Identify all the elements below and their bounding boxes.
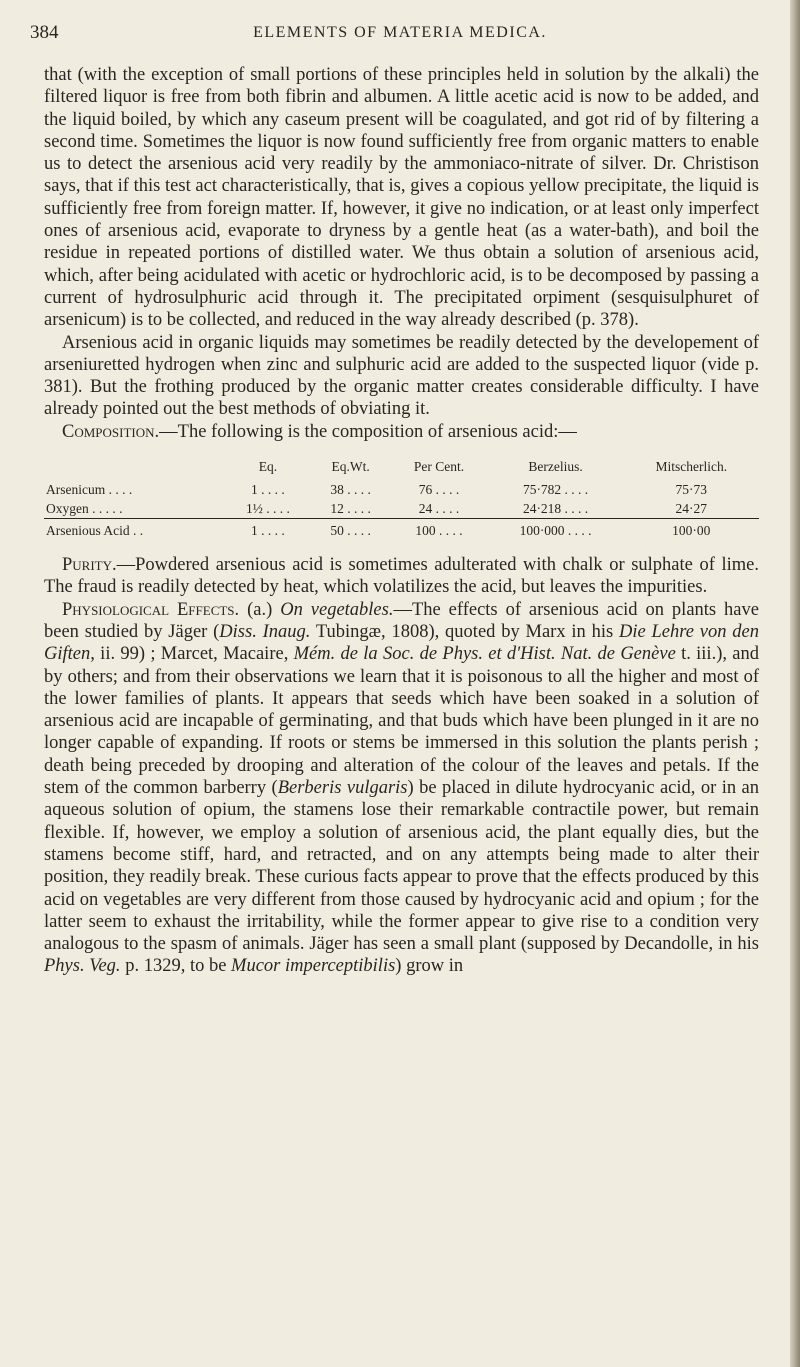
table-cell: 38 . . . . [330, 482, 371, 498]
italic-run: On vegetables. [280, 599, 394, 620]
table-cell: 50 . . . . [330, 523, 371, 539]
italic-run: Phys. Veg. [44, 956, 121, 977]
paragraph-physiological-effects [44, 599, 759, 978]
table-header-cell: Eq.Wt. [331, 459, 370, 475]
table-cell: 75·782 . . . . [522, 482, 589, 498]
composition-text: —The following is the composition of arsenious acid:— [159, 421, 577, 442]
text-run: ii. 99) ; Marcet, Macaire, [94, 644, 294, 665]
table-header-cell: Per Cent. [413, 459, 465, 475]
paragraph-arseniuretted-hydrogen: Arsenious acid in organic liquids may sometimes be readily detected by the developement of arseniuretted hydrogen when zinc and sulphuric acid are added to the suspected liquor (vide p. 381). But the frothing produced by the organic matter creates considerable difficulty. I have already pointed out the best methods of obviating it. [44, 332, 759, 420]
text-run: —The effects of arsenious acid on plants have been studied by Jäger ( [44, 599, 759, 642]
composition-table [44, 457, 759, 540]
table-header-cell: Eq. [258, 459, 278, 475]
table-cell: 12 . . . . [311, 499, 391, 519]
page-number: 384 [30, 22, 59, 43]
table-cell: 75·73 [675, 482, 708, 498]
table-cell: 24·27 [624, 499, 759, 519]
physiological-heading: Physiological Effects. [62, 599, 240, 620]
italic-run: Mucor imperceptibilis [231, 956, 396, 977]
table-header-cell [44, 457, 225, 480]
table-cell: 24 . . . . [390, 499, 487, 519]
table-row [44, 480, 759, 499]
composition-heading: Composition. [62, 421, 160, 442]
text-run: (a.) [239, 599, 281, 620]
table-cell: 100 . . . . [415, 523, 463, 539]
text-run: Tubingæ, 1808), quoted by Marx in his [310, 621, 619, 642]
table-cell: 1 . . . . [251, 523, 285, 539]
text-run: p. 1329, to be [120, 956, 232, 977]
paragraph-composition [44, 421, 759, 443]
table-header-row [44, 457, 759, 480]
table-cell: Arsenicum . . . . [46, 482, 133, 498]
table-cell: 24·218 . . . . [488, 499, 624, 519]
paragraph-purity [44, 554, 759, 599]
italic-run: Berberis vulgaris [277, 778, 408, 799]
table-row [44, 499, 759, 519]
page-header [30, 22, 770, 52]
table-cell: Arsenious Acid . . [46, 523, 144, 539]
text-run: t. iii.), and by others; and from their observations we learn that it is poisonous to all the higher and most of the lower families of plants. It appears that seeds which have been soaked in a solution of arsenious acid are incapable of germinating, and that buds which have been plunged in it are no longer capable of expanding. If roots or stems be immersed in this solution the plants perish ; death being preceded by drooping and alteration of the colour of the leaves and petals. If the stem of the common barberry ( [44, 644, 759, 799]
text-run: ) be placed in dilute hydrocyanic acid, or in an aqueous solution of opium, the stamens lose their remarkable contractile power, but remain flexible. If, however, we employ a solution of arsenious acid, the plant equally dies, but the stamens become stiff, hard, and retracted, and on any attempts being made to alter their position, they readily break. These curious facts appear to prove that the effects produced by this acid on vegetables are very different from those caused by hydrocyanic acid and opium ; for the latter seem to exhaust the irritability, while the former appear to give rise to a condition very analogous to the spasm of animals. Jäger has seen a small plant (supposed by Decandolle, in his [44, 778, 759, 955]
text-run: ) grow in [395, 956, 464, 977]
italic-run: Mém. de la Soc. de Phys. et d'Hist. Nat. de Genève [293, 644, 676, 665]
body-text [44, 64, 759, 978]
table-cell: 1 . . . . [251, 482, 285, 498]
table-cell: 76 . . . . [418, 482, 460, 498]
table-row [44, 519, 759, 541]
table-cell: Oxygen . . . . . [44, 499, 225, 519]
purity-text: —Powdered arsenious acid is sometimes adulterated with chalk or sulphate of lime. The fraud is readily detected by heat, which volatilizes the acid, but leaves the impurities. [44, 555, 759, 598]
running-head: ELEMENTS OF MATERIA MEDICA. [253, 24, 547, 41]
italic-run: Die Lehre von den Giften, [44, 621, 760, 665]
table-cell: 100·000 . . . . [519, 523, 592, 539]
table-header-cell: Berzelius. [528, 459, 583, 475]
table-cell: 1½ . . . . [225, 499, 311, 519]
page-binding-edge [790, 0, 800, 1367]
table-header-cell: Mitscherlich. [655, 459, 728, 475]
italic-run: Diss. Inaug. [219, 621, 311, 642]
table-cell: 100·00 [672, 523, 711, 539]
paragraph-arsenic-detection: that (with the exception of small portions of these principles held in solution by the alkali) the filtered liquor is free from both fibrin and albumen. A little acetic acid is now to be added, and the liquid boiled, by which any caseum present will be coagulated, and got rid of by filtering a second time. Sometimes the liquor is now found sufficiently free from organic matters to enable us to detect the arsenious acid very readily by the ammoniaco-nitrate of silver. Dr. Christison says, that if this test act characteristically, that is, gives a copious yellow precipitate, the liquid is sufficiently free from foreign matter. If, however, it give no indication, or at least only imperfect ones of arsenious acid, evaporate to dryness by a gentle heat (as a water-bath), and boil the residue in repeated portions of distilled water. We thus obtain a solution of arsenious acid, which, after being acidulated with acetic or hydrochloric acid, is to be decomposed by passing a current of hydrosulphuric acid through it. The precipitated orpiment (sesquisulphuret of arsenicum) is to be collected, and reduced in the way already described (p. 378). [44, 65, 759, 331]
purity-heading: Purity. [62, 555, 117, 576]
